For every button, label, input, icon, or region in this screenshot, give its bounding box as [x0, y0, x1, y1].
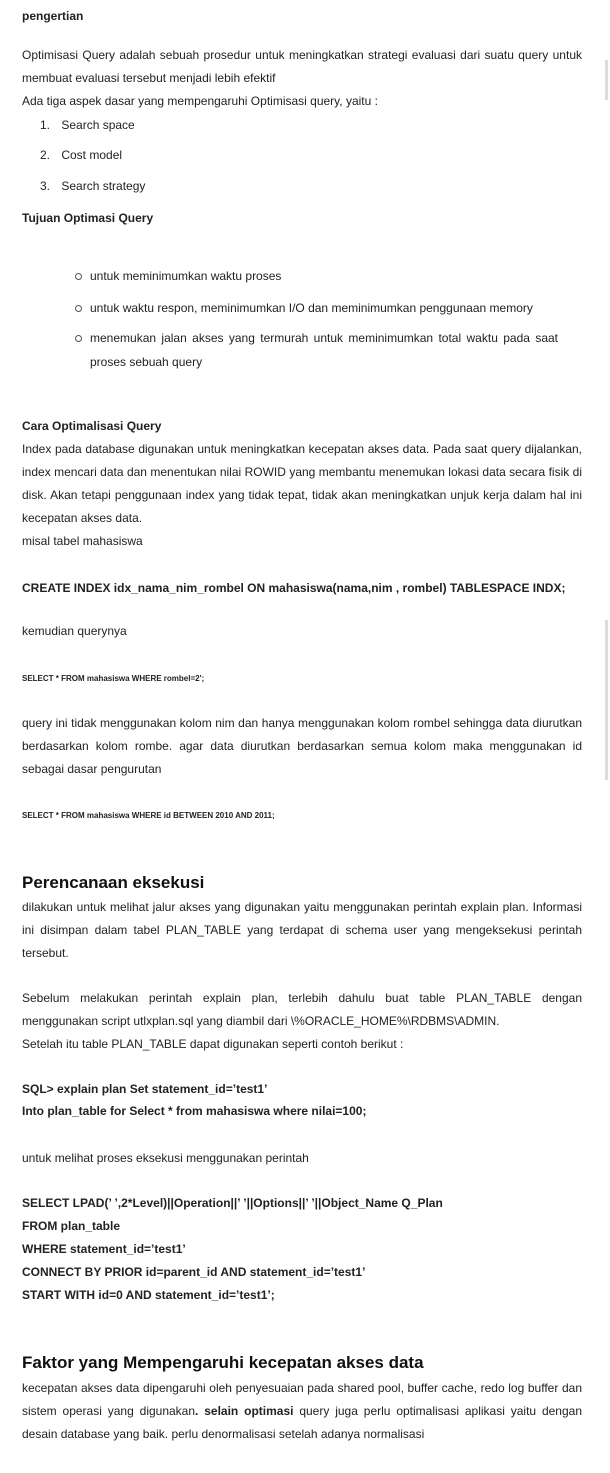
list-text: Search space	[61, 118, 135, 132]
faktor-text: . selain optima	[195, 1404, 284, 1418]
heading-perencanaan: Perencanaan eksekusi	[22, 873, 205, 892]
faktor-text: kecepatan akses data dipengaruhi oleh penyesuaian pada shared pool, buffer cache, redo log buffer dan sistem operasi yang digunakan	[22, 1381, 582, 1418]
circle-bullet-icon	[75, 305, 82, 312]
perencanaan-paragraph: dilakukan untuk melihat jalur akses yang digunakan yaitu menggunakan perintah explain plan. Informasi ini disimpan dalam tabel PLAN_TABLE yang terdapat di schema user yang mengeksekusi perintah tersebut.	[22, 900, 582, 960]
heading-faktor: Faktor yang Mempengaruhi kecepatan akses data	[22, 1353, 424, 1372]
code-line: WHERE statement_id=’test1’	[22, 1242, 186, 1256]
code-line: SELECT LPAD(’ ’,2*Level)||Operation||’ ’||Options||’ ’||Object_Name Q_Plan	[22, 1196, 443, 1210]
heading-tujuan: Tujuan Optimasi Query	[22, 211, 154, 225]
intro-paragraph: Optimisasi Query adalah sebuah prosedur untuk meningkatkan strategi evaluasi dari suatu query untuk membuat evaluasi tersebut menjadi lebih efektif	[22, 48, 582, 85]
setelah-text: Setelah itu table PLAN_TABLE dapat digunakan seperti contoh berikut :	[22, 1037, 404, 1051]
create-index-statement: CREATE INDEX idx_nama_nim_rombel ON mahasiswa(nama,nim , rombel) TABLESPACE INDX;	[22, 581, 566, 595]
code-line: SQL> explain plan Set statement_id=’test1’	[22, 1082, 268, 1096]
list-text: Cost model	[61, 148, 123, 162]
code-line: CONNECT BY PRIOR id=parent_id AND statement_id=’test1’	[22, 1265, 366, 1279]
page-edge-shadow	[605, 60, 608, 100]
goal-text: untuk waktu respon, meminimumkan I/O dan meminimumkan penggunaan memory	[90, 301, 533, 315]
code-line: START WITH id=0 AND statement_id=’test1’;	[22, 1288, 275, 1302]
cara-paragraph: Index pada database digunakan untuk meningkatkan kecepatan akses data. Pada saat query dijalankan, index mencari data dan menentukan nilai ROWID yang membantu menemukan lokasi data secara fisik di disk. Akan tetapi penggunaan index yang tidak tepat, tidak akan meningkatkan unjuk kerja dalam hal ini kecepatan akses data.	[22, 442, 582, 525]
faktor-paragraph	[22, 1377, 582, 1446]
list-item-search-space	[40, 115, 135, 135]
faktor-text: query juga perlu optimalisasi aplikasi yaitu dengan desain database yang baik. perlu denormalisasi setelah adanya normalisasi	[22, 1404, 583, 1441]
page-edge-shadow	[605, 620, 608, 780]
kemudian-text: kemudian querynya	[22, 624, 127, 638]
list-number: 1.	[40, 118, 51, 132]
aspects-intro: Ada tiga aspek dasar yang mempengaruhi Optimisasi query, yaitu :	[22, 94, 378, 108]
untuk-melihat-text: untuk melihat proses eksekusi menggunakan perintah	[22, 1151, 309, 1165]
list-item-cost-model	[40, 145, 122, 165]
list-item-search-strategy	[40, 176, 145, 196]
goal-text: untuk meminimumkan waktu proses	[90, 269, 282, 283]
plan-query-code	[22, 1192, 443, 1307]
query-explanation: query ini tidak menggunakan kolom nim dan hanya menggunakan kolom rombel sehingga data diurutkan berdasarkan kolom rombe. agar data diurutkan berdasarkan semua kolom maka menggunakan id sebagai dasar pengurutan	[22, 716, 582, 776]
select-rombel-statement: SELECT * FROM mahasiswa WHERE rombel=2';	[22, 674, 205, 683]
heading-pengertian: pengertian	[22, 9, 84, 23]
explain-plan-code	[22, 1078, 366, 1122]
list-text: Search strategy	[61, 179, 146, 193]
heading-cara: Cara Optimalisasi Query	[22, 419, 162, 433]
circle-bullet-icon	[75, 335, 82, 342]
circle-bullet-icon	[75, 273, 82, 280]
misal-text: misal tabel mahasiswa	[22, 534, 143, 548]
list-number: 3.	[40, 179, 51, 193]
goal-item	[78, 296, 558, 320]
sebelum-paragraph: Sebelum melakukan perintah explain plan, terlebih dahulu buat table PLAN_TABLE dengan menggunakan script utlxplan.sql yang diambil dari \%ORACLE_HOME%\RDBMS\ADMIN.	[22, 991, 582, 1028]
faktor-text-bold: si	[283, 1404, 294, 1418]
list-number: 2.	[40, 148, 51, 162]
code-line: Into plan_table for Select * from mahasiswa where nilai=100;	[22, 1104, 367, 1118]
code-line: FROM plan_table	[22, 1219, 121, 1233]
goal-item	[78, 326, 558, 374]
goal-item	[78, 264, 558, 288]
select-between-statement: SELECT * FROM mahasiswa WHERE id BETWEEN 2010 AND 2011;	[22, 811, 275, 820]
goal-text: menemukan jalan akses yang termurah untuk meminimumkan total waktu pada saat proses sebuah query	[90, 331, 558, 369]
